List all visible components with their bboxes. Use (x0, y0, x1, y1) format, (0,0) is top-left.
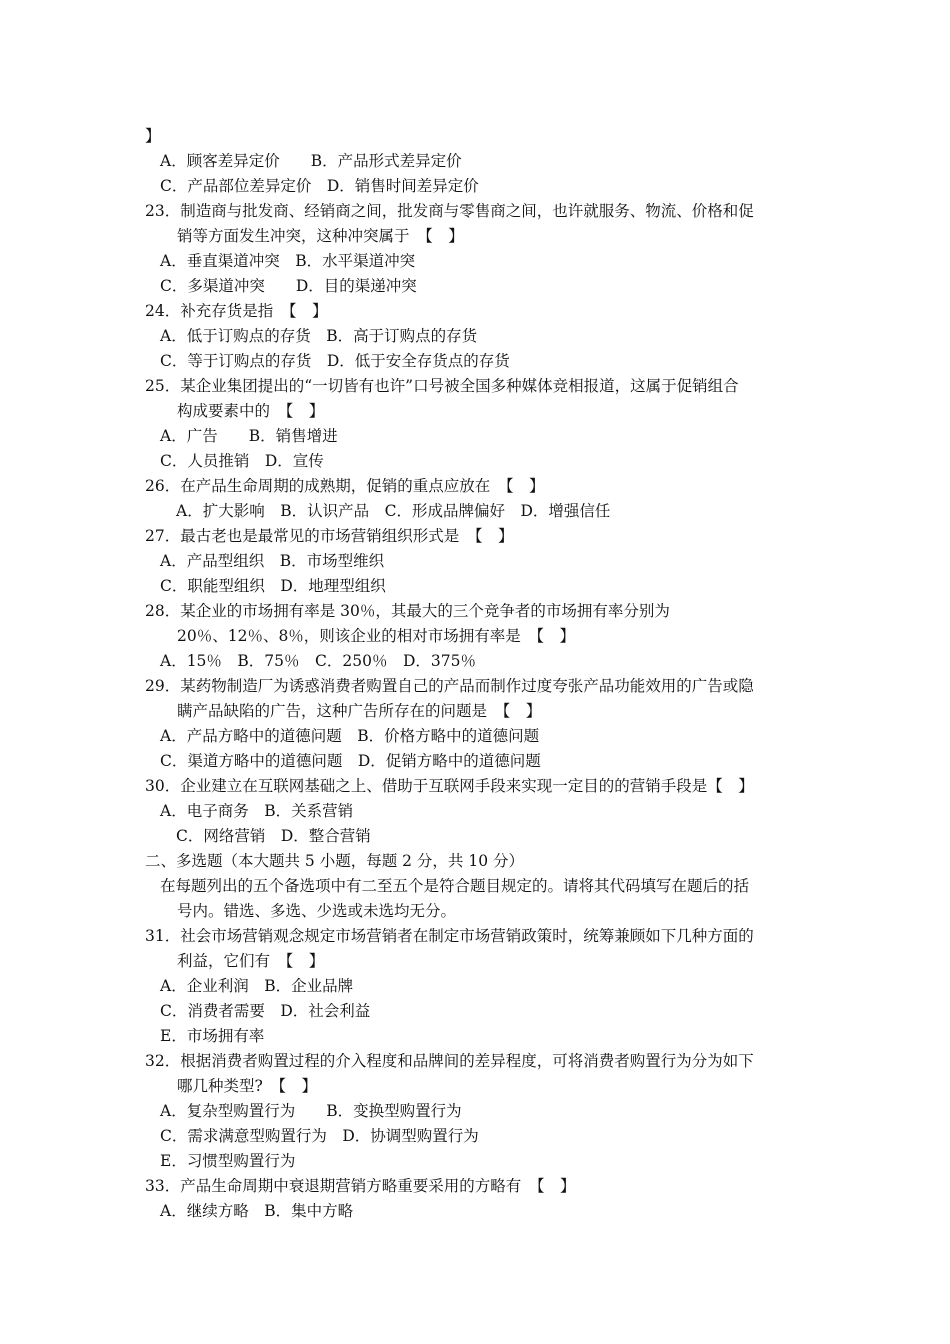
q27-stem: 27．最古老也是最常见的市场营销组织形式是 【 】 (145, 527, 514, 545)
q29-stem-cont: 瞒产品缺陷的广告，这种广告所存在的问题是 【 】 (177, 702, 542, 720)
q25-options-cd: C．人员推销 D．宣传 (160, 452, 324, 470)
q25-options-ab: A．广告 B．销售增进 (160, 427, 338, 445)
q25-stem-cont: 构成要素中的 【 】 (177, 402, 325, 420)
q23-stem-cont: 销等方面发生冲突，这种冲突属于 【 】 (177, 227, 464, 245)
section-instructions-cont: 号内。错选、多选、少选或未选均无分。 (177, 902, 457, 920)
bracket-close: 】 (145, 127, 161, 145)
q27-options-cd: C．职能型组织 D．地理型组织 (160, 577, 386, 595)
q32-stem-cont: 哪几种类型? 【 】 (177, 1077, 318, 1095)
q33-stem: 33．产品生命周期中衰退期营销方略重要采用的方略有 【 】 (145, 1177, 576, 1195)
q25-stem: 25．某企业集团提出的“一切皆有也许”口号被全国多种媒体竞相报道，这属于促销组合 (145, 377, 739, 395)
q28-stem-cont: 20％、12％、8％，则该企业的相对市场拥有率是 【 】 (177, 627, 576, 645)
q22-options-ab: A．顾客差异定价 B．产品形式差异定价 (160, 152, 462, 170)
q22-options-cd: C．产品部位差异定价 D．销售时间差异定价 (160, 177, 479, 195)
q23-options-cd: C．多渠道冲突 D．目的渠递冲突 (160, 277, 417, 295)
q23-stem: 23．制造商与批发商、经销商之间，批发商与零售商之间，也许就服务、物流、价格和促 (145, 202, 754, 220)
q23-options-ab: A．垂直渠道冲突 B．水平渠道冲突 (160, 252, 416, 270)
q32-option-e: E．习惯型购置行为 (160, 1152, 296, 1170)
q26-options: A．扩大影响 B．认识产品 C．形成品牌偏好 D．增强信任 (176, 502, 611, 520)
q33-options-ab: A．继续方略 B．集中方略 (160, 1202, 354, 1220)
section-instructions: 在每题列出的五个备选项中有二至五个是符合题目规定的。请将其代码填写在题后的括 (160, 877, 750, 895)
q30-options-cd: C．网络营销 D．整合营销 (176, 827, 371, 845)
q29-options-ab: A．产品方略中的道德问题 B．价格方略中的道德问题 (160, 727, 540, 745)
q31-option-e: E．市场拥有率 (160, 1027, 265, 1045)
q24-stem: 24．补充存货是指 【 】 (145, 302, 328, 320)
q31-stem-cont: 利益，它们有 【 】 (177, 952, 325, 970)
q31-stem: 31．社会市场营销观念规定市场营销者在制定市场营销政策时，统筹兼顾如下几种方面的 (145, 927, 754, 945)
q28-stem: 28．某企业的市场拥有率是 30％，其最大的三个竞争者的市场拥有率分别为 (145, 602, 670, 620)
q32-stem: 32．根据消费者购置过程的介入程度和品牌间的差异程度，可将消费者购置行为分为如下 (145, 1052, 754, 1070)
q27-options-ab: A．产品型组织 B．市场型维织 (160, 552, 385, 570)
q30-stem: 30．企业建立在互联网基础之上、借助于互联网手段来实现一定目的的营销手段是【 】 (145, 777, 754, 795)
q31-options-ab: A．企业利润 B．企业品牌 (160, 977, 354, 995)
q28-options: A．15％ B．75％ C．250％ D．375％ (160, 652, 476, 670)
q31-options-cd: C．消费者需要 D．社会利益 (160, 1002, 371, 1020)
q32-options-ab: A．复杂型购置行为 B．变换型购置行为 (160, 1102, 462, 1120)
section-heading: 二、多选题（本大题共 5 小题，每题 2 分，共 10 分） (145, 852, 525, 870)
q24-options-ab: A．低于订购点的存货 B．高于订购点的存货 (160, 327, 478, 345)
q26-stem: 26．在产品生命周期的成熟期，促销的重点应放在 【 】 (145, 477, 545, 495)
q29-options-cd: C．渠道方略中的道德问题 D．促销方略中的道德问题 (160, 752, 541, 770)
q29-stem: 29．某药物制造厂为诱惑消费者购置自己的产品而制作过度夸张产品功能效用的广告或隐 (145, 677, 754, 695)
q30-options-ab: A．电子商务 B．关系营销 (160, 802, 354, 820)
q32-options-cd: C．需求满意型购置行为 D．协调型购置行为 (160, 1127, 479, 1145)
q24-options-cd: C．等于订购点的存货 D．低于安全存货点的存货 (160, 352, 510, 370)
